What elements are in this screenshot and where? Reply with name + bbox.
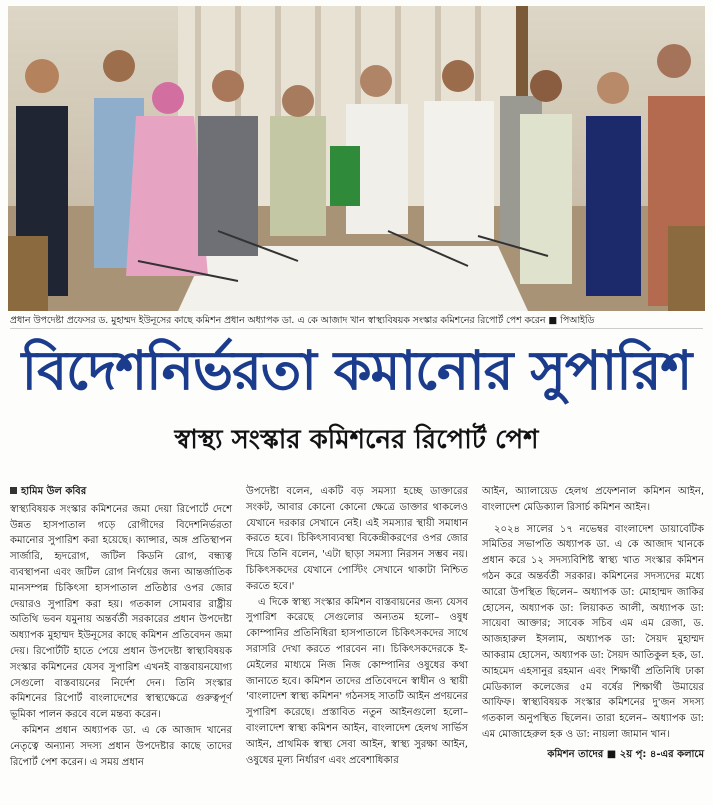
paragraph: আইন, অ্যালায়েড হেলথ প্রফেশনাল কমিশন আইন, বাংলাদেশ মেডিক্যাল রিসার্চ কমিশন আইন।	[482, 486, 704, 513]
caption-credit-separator: ■	[548, 315, 561, 326]
caption-text: প্রধান উপদেষ্টা প্রফেসর ড. মুহাম্মদ ইউনূসের কাছে কমিশন প্রধান অধ্যাপক ডা. এ কে আজাদ খান স্বাস্থ্যবিষয়ক সংস্কার কমিশনের রিপোর্ট পেশ করেন	[10, 315, 546, 326]
byline-square-icon	[10, 487, 17, 494]
paragraph: এ দিকে স্বাস্থ্য সংস্কার কমিশন বাস্তবায়নের জন্য যেসব সুপারিশ করেছে সেগুলোর অন্যতম হলো– ওষুধ কোম্পানির প্রতিনিধিরা হাসপাতালে চিকিৎসকদের সাথে সরাসরি দেখা করতে পারবেন না। চিকিৎসকদেরকে ই-মেইলের মাধ্যমে নিজ নিজ কোম্পানির ওষুধের কথা জানাতে হবে। কমিশন তাদের প্রতিবেদনে স্বাধীন ও স্থায়ী 'বাংলাদেশ স্বাস্থ্য কমিশন' গঠনসহ সাতটি আইন প্রণয়নের সুপারিশ করেছে। প্রস্তাবিত নতুন আইনগুলো হলো– বাংলাদেশ স্বাস্থ্য কমিশন আইন, বাংলাদেশ হেলথ সার্ভিস আইন, প্রাথমিক স্বাস্থ্য সেবা আইন, স্বাস্থ্য সুরক্ষা আইন, ওষুধের মূল্য নির্ধারণ এবং প্রবেশাধিকার	[246, 596, 468, 766]
article-column-1	[10, 484, 232, 770]
byline	[10, 484, 232, 500]
paragraph: কমিশন প্রধান অধ্যাপক ডা. এ কে আজাদ খানের নেতৃত্বে অন্যান্য সদস্য প্রধান উপদেষ্টার কাছে তাদের রিপোর্ট পেশ করেন। এ সময় প্রধান	[10, 724, 232, 768]
article-column-2	[246, 484, 468, 768]
paragraph: স্বাস্থ্যবিষয়ক সংস্কার কমিশনের জমা দেয়া রিপোর্টে দেশে উন্নত হাসপাতাল গড়ে রোগীদের বিদেশনির্ভরতা কমানোর সুপারিশ করা হয়েছে। ক্যান্সার, অঙ্গ প্রতিস্থাপন সার্জারি, হৃদরোগ, জটিল কিডনি রোগ, বন্ধ্যত্ব ব্যবস্থাপনা এবং জটিল রোগ নির্ণয়ের জন্য আন্তর্জাতিক মানসম্পন্ন চিকিৎসা হাসপাতাল প্রতিষ্ঠার ওপর জোর দেয়ারও সুপারিশ করা হয়। গতকাল সোমবার রাষ্ট্রীয় অতিথি ভবন যমুনায় অন্তর্বর্তী সরকারের প্রধান উপদেষ্টা অধ্যাপক মুহাম্মদ ইউনূসের কাছে কমিশন প্রতিবেদন জমা দেয়। রিপোর্টটি হাতে পেয়ে প্রধান উপদেষ্টা স্বাস্থ্যবিষয়ক সংস্কার কমিশনের যেসব সুপারিশ এখনই বাস্তবায়নযোগ্য সেগুলো বাস্তবায়নের নির্দেশ দেন। তিনি সংস্কার কমিশনের রিপোর্ট বাংলাদেশের স্বাস্থ্যক্ষেত্রে গুরুত্বপূর্ণ ভূমিকা পালন করবে বলে মন্তব্য করেন।	[10, 503, 232, 721]
news-photo	[8, 6, 705, 311]
paragraph: উপদেষ্টা বলেন, একটি বড় সমস্যা হচ্ছে ডাক্তারের সংকট, আবার কোনো কোনো ক্ষেত্রে ডাক্তার থাকলেও যেখানে দরকার সেখানে নেই। এই সমস্যার স্থায়ী সমাধান করতে হবে। চিকিৎসাব্যবস্থা বিকেন্দ্রীকরণের ওপর জোর দিয়ে তিনি বলেন, 'এটা ছাড়া সমস্যা নিরসন সম্ভব নয়। চিকিৎসকদের যেখানে পোস্টিং সেখানে থাকাটা নিশ্চিত করতে হবে।'	[246, 486, 468, 592]
continuation-line: কমিশন তাদের ■ ২য় পৃ: ৪-এর কলামে	[547, 748, 704, 760]
photo-illustration	[8, 6, 705, 311]
continuation-lead: কমিশন তাদের	[547, 748, 604, 760]
article-column-3	[482, 484, 704, 763]
caption-credit: পিআইডি	[560, 315, 595, 326]
continued-link[interactable]: ২য় পৃ: ৪-এর কলামে	[619, 748, 704, 760]
subheadline: স্বাস্থ্য সংস্কার কমিশনের রিপোর্ট পেশ	[174, 425, 539, 455]
photo-caption	[10, 314, 703, 329]
byline-text: হামিম উল কবির	[21, 486, 87, 497]
paragraph: ২০২৪ সালের ১৭ নভেম্বর বাংলাদেশ ডায়াবেটিক সমিতির সভাপতি অধ্যাপক ডা. এ কে আজাদ খানকে প্রধান করে ১২ সদস্যবিশিষ্ট স্বাস্থ্য খাত সংস্কার কমিশন গঠন করে অন্তর্বর্তী সরকার। কমিশনের সদস্যদের মধ্যে আরো উপস্থিত ছিলেন– অধ্যাপক ডা: মোহাম্মদ জাকির হোসেন, অধ্যাপক ডা: লিয়াকত আলী, অধ্যাপক ডা: সায়েবা আক্তার; সাবেক সচিব এম এম রেজা, ড. আজহারুল ইসলাম, অধ্যাপক ডা: সৈয়দ মুহাম্মদ আকরাম হোসেন, অধ্যাপক ডা: সৈয়দ আতিকুল হক, ডা. আহমেদ এহসানুর রহমান এবং শিক্ষার্থী প্রতিনিধি ঢাকা মেডিক্যাল কলেজের ৫ম বর্ষের শিক্ষার্থী উমায়ের আফিফ। স্বাস্থ্যবিষয়ক সংস্কার কমিশনের দু'জন সদস্য গতকাল অনুপস্থিত ছিলেন। তারা হলেন– অধ্যাপক ডা: এম মোজাহেরুল হক ও ডা: নায়লা জামান খান।	[482, 523, 704, 740]
headline: বিদেশনির্ভরতা কমানোর সুপারিশ	[21, 338, 692, 402]
